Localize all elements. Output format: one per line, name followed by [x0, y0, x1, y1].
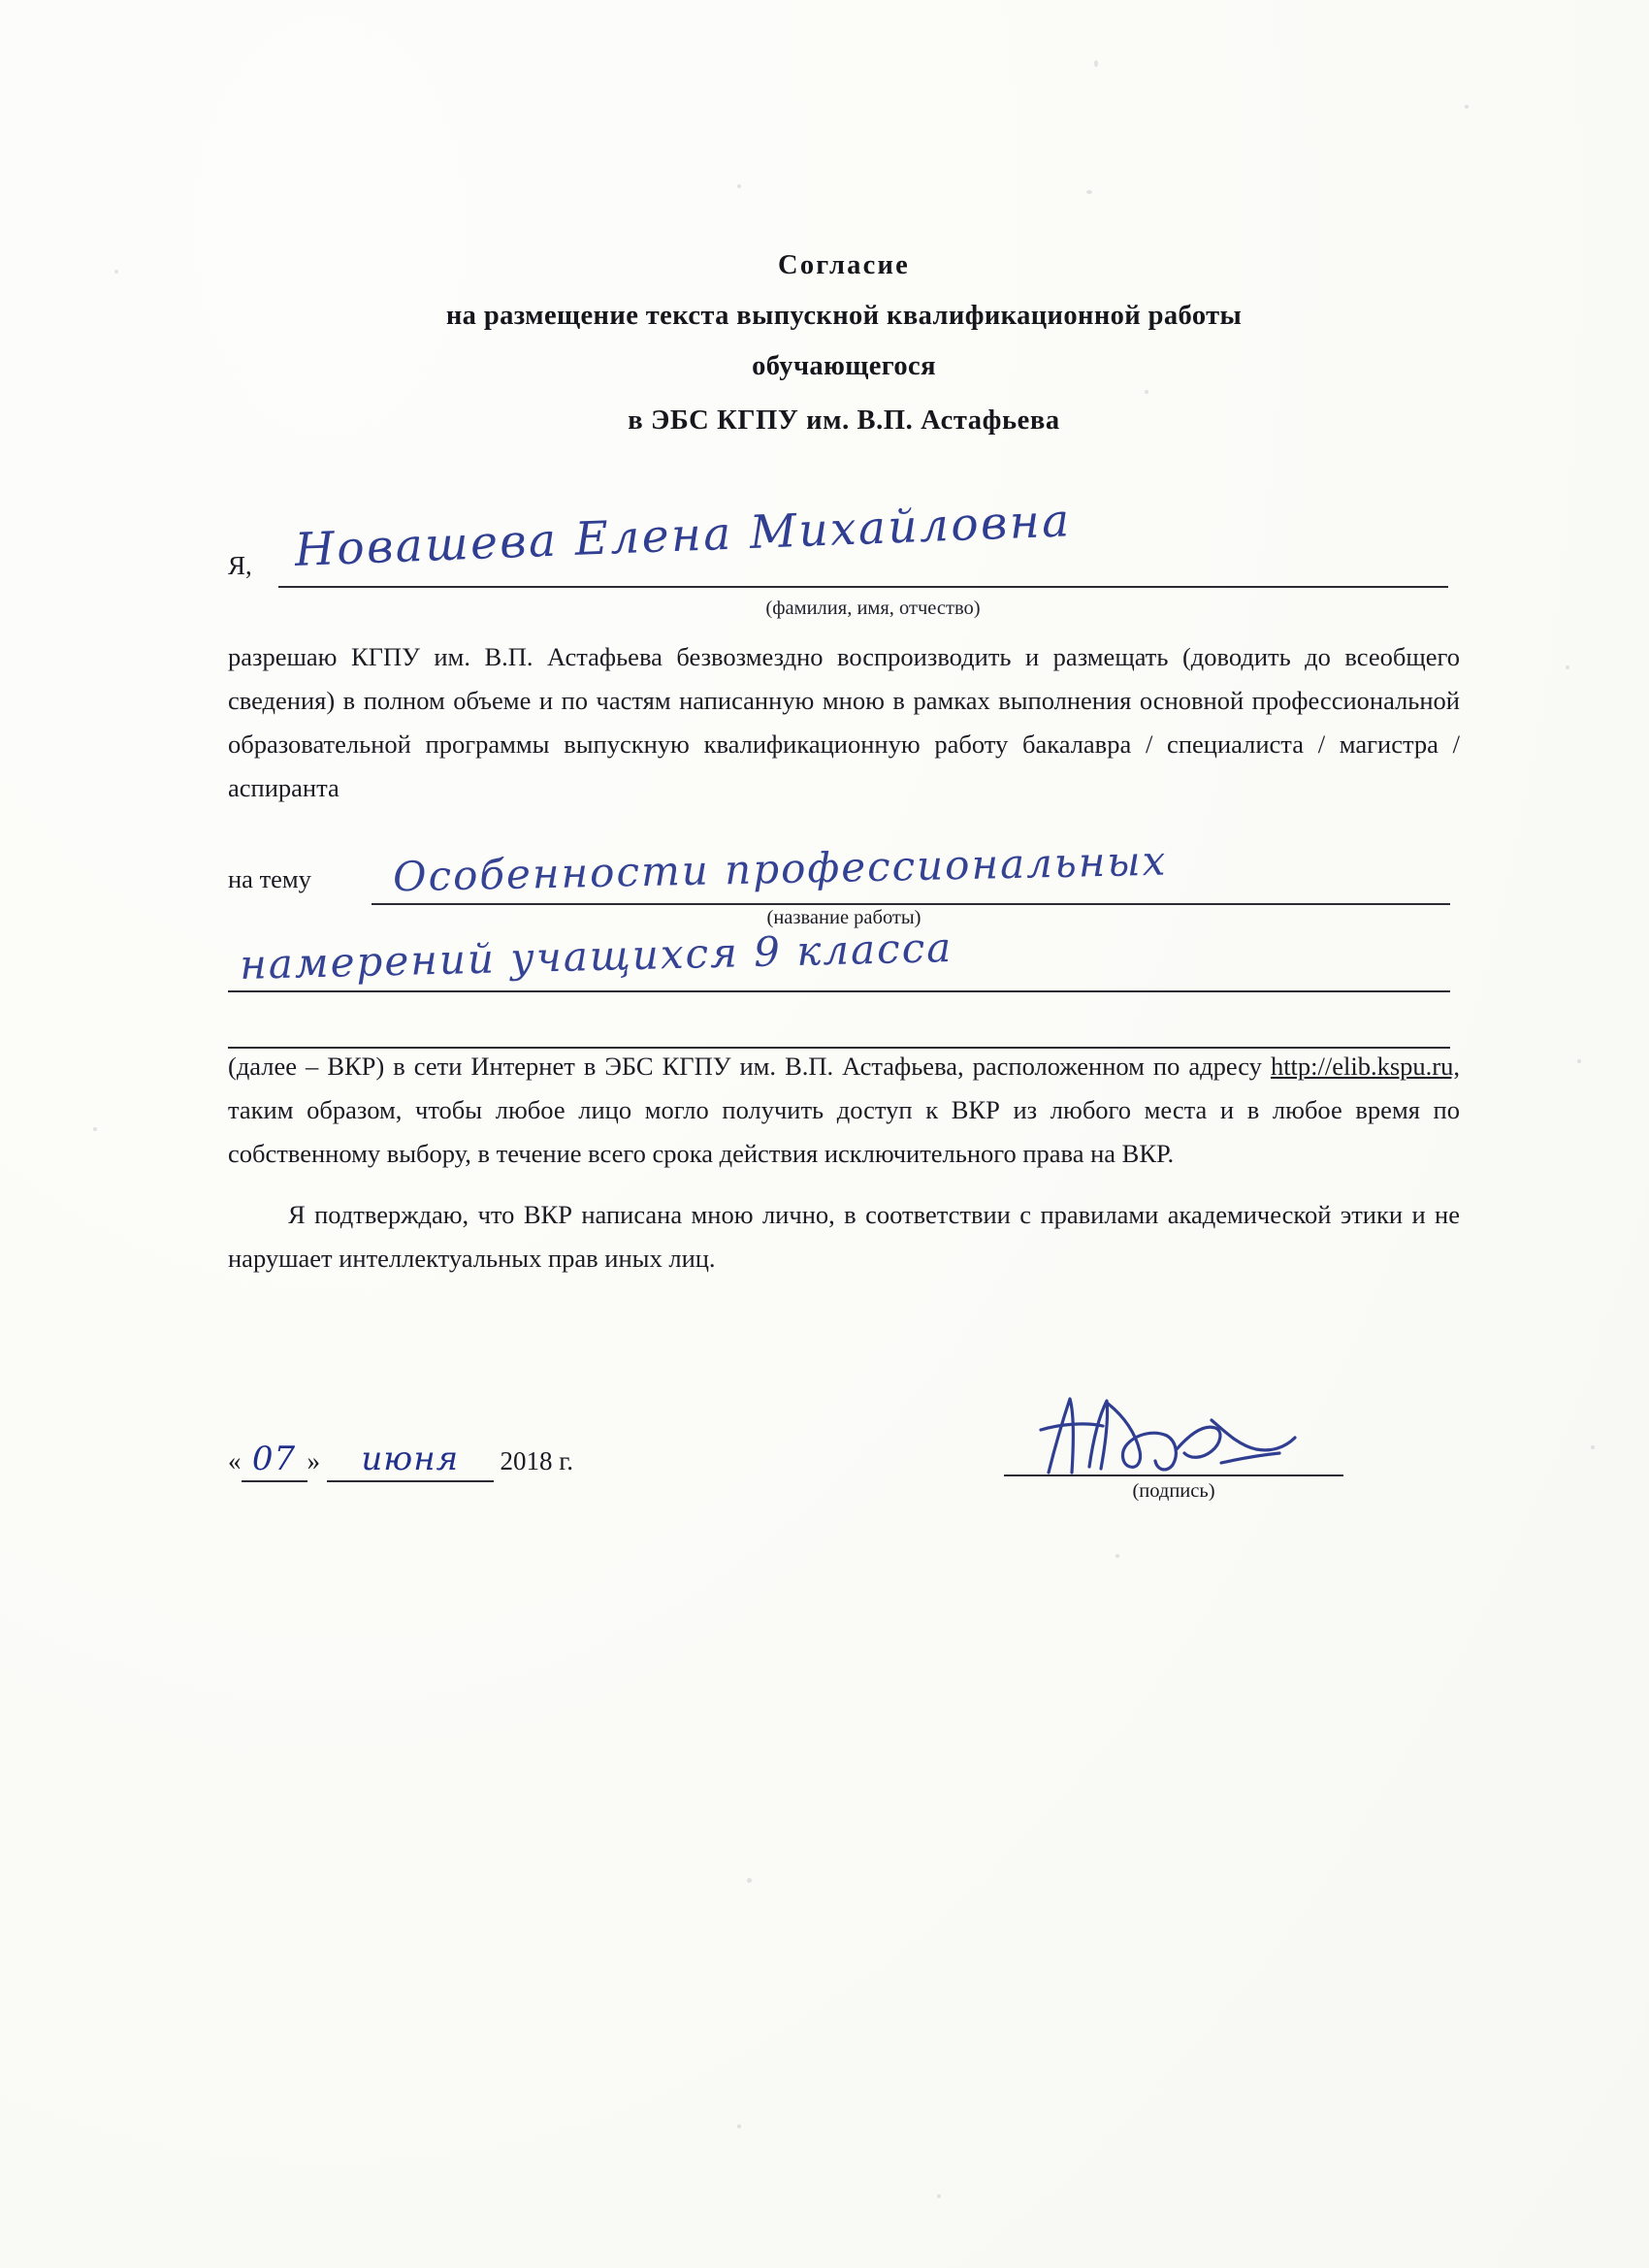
- paragraph-2-text-after-link: таким образом, чтобы любое лицо могло получить доступ к ВКР из любого места и в любое время по собственному выбору, в течение всего срока действия исключительного права на ВКР.: [228, 1095, 1460, 1168]
- name-field-handwritten-value: Новашева Елена Михайловна: [293, 494, 1073, 577]
- paragraph-2-text-before-link: (далее – ВКР) в сети Интернет в ЭБС КГПУ им. В.П. Астафьева, расположенном по адресу: [228, 1052, 1271, 1081]
- topic-field-label: на тему: [228, 864, 311, 893]
- document-body: [228, 0, 1460, 1521]
- handwritten-signature: [1031, 1391, 1322, 1484]
- title-line-2: на размещение текста выпускной квалификационной работы: [445, 301, 1243, 331]
- date-month-value: июня: [361, 1440, 460, 1478]
- document-title: [228, 241, 1460, 446]
- paragraph-confirmation: Я подтверждаю, что ВКР написана мною лично, в соответствии с правилами академической этики и не нарушает интеллектуальных прав иных лиц.: [228, 1200, 1460, 1273]
- title-line-1: Согласие: [778, 250, 910, 280]
- name-field-prefix: Я,: [228, 551, 252, 580]
- topic-field-caption: (название работы): [766, 907, 922, 928]
- name-field: [228, 494, 1460, 590]
- signature-caption: (подпись): [1132, 1480, 1215, 1502]
- date-close-quote: »: [307, 1446, 320, 1475]
- topic-handwritten-line-2: намерений учащихся 9 класса: [239, 923, 954, 988]
- title-line-4: в ЭБС КГПУ им. В.П. Астафьева: [628, 405, 1060, 436]
- date-year-suffix: г.: [559, 1446, 574, 1475]
- date-year-value: 2018: [500, 1446, 553, 1475]
- topic-rule-2: [228, 990, 1450, 992]
- paragraph-internet-access: [228, 1045, 1460, 1176]
- title-line-3: обучающегося: [752, 351, 936, 381]
- name-field-caption: (фамилия, имя, отчество): [765, 598, 981, 619]
- topic-rule-3: [228, 1047, 1450, 1049]
- paragraph-permission: разрешаю КГПУ им. В.П. Астафьева безвозмездно воспроизводить и размещать (доводить до всеобщего сведения) в полном объеме и по частям написанную мною в рамках выполнения основной профессиональной образовательной программы выпускную квалификационную работу бакалавра / специалиста / магистра / аспиранта: [228, 642, 1460, 802]
- topic-rule-1: [372, 903, 1450, 905]
- date-field: [228, 1440, 573, 1482]
- date-open-quote: «: [228, 1446, 242, 1475]
- signature-row: [228, 1395, 1460, 1521]
- elib-link[interactable]: http://elib.kspu.ru,: [1270, 1052, 1460, 1081]
- topic-field: [228, 836, 1460, 1027]
- name-field-rule: [278, 586, 1448, 588]
- topic-handwritten-line-1: Особенности профессиональных: [392, 836, 1168, 901]
- date-day-value: 07: [251, 1440, 297, 1478]
- signature-rule: [1004, 1474, 1343, 1476]
